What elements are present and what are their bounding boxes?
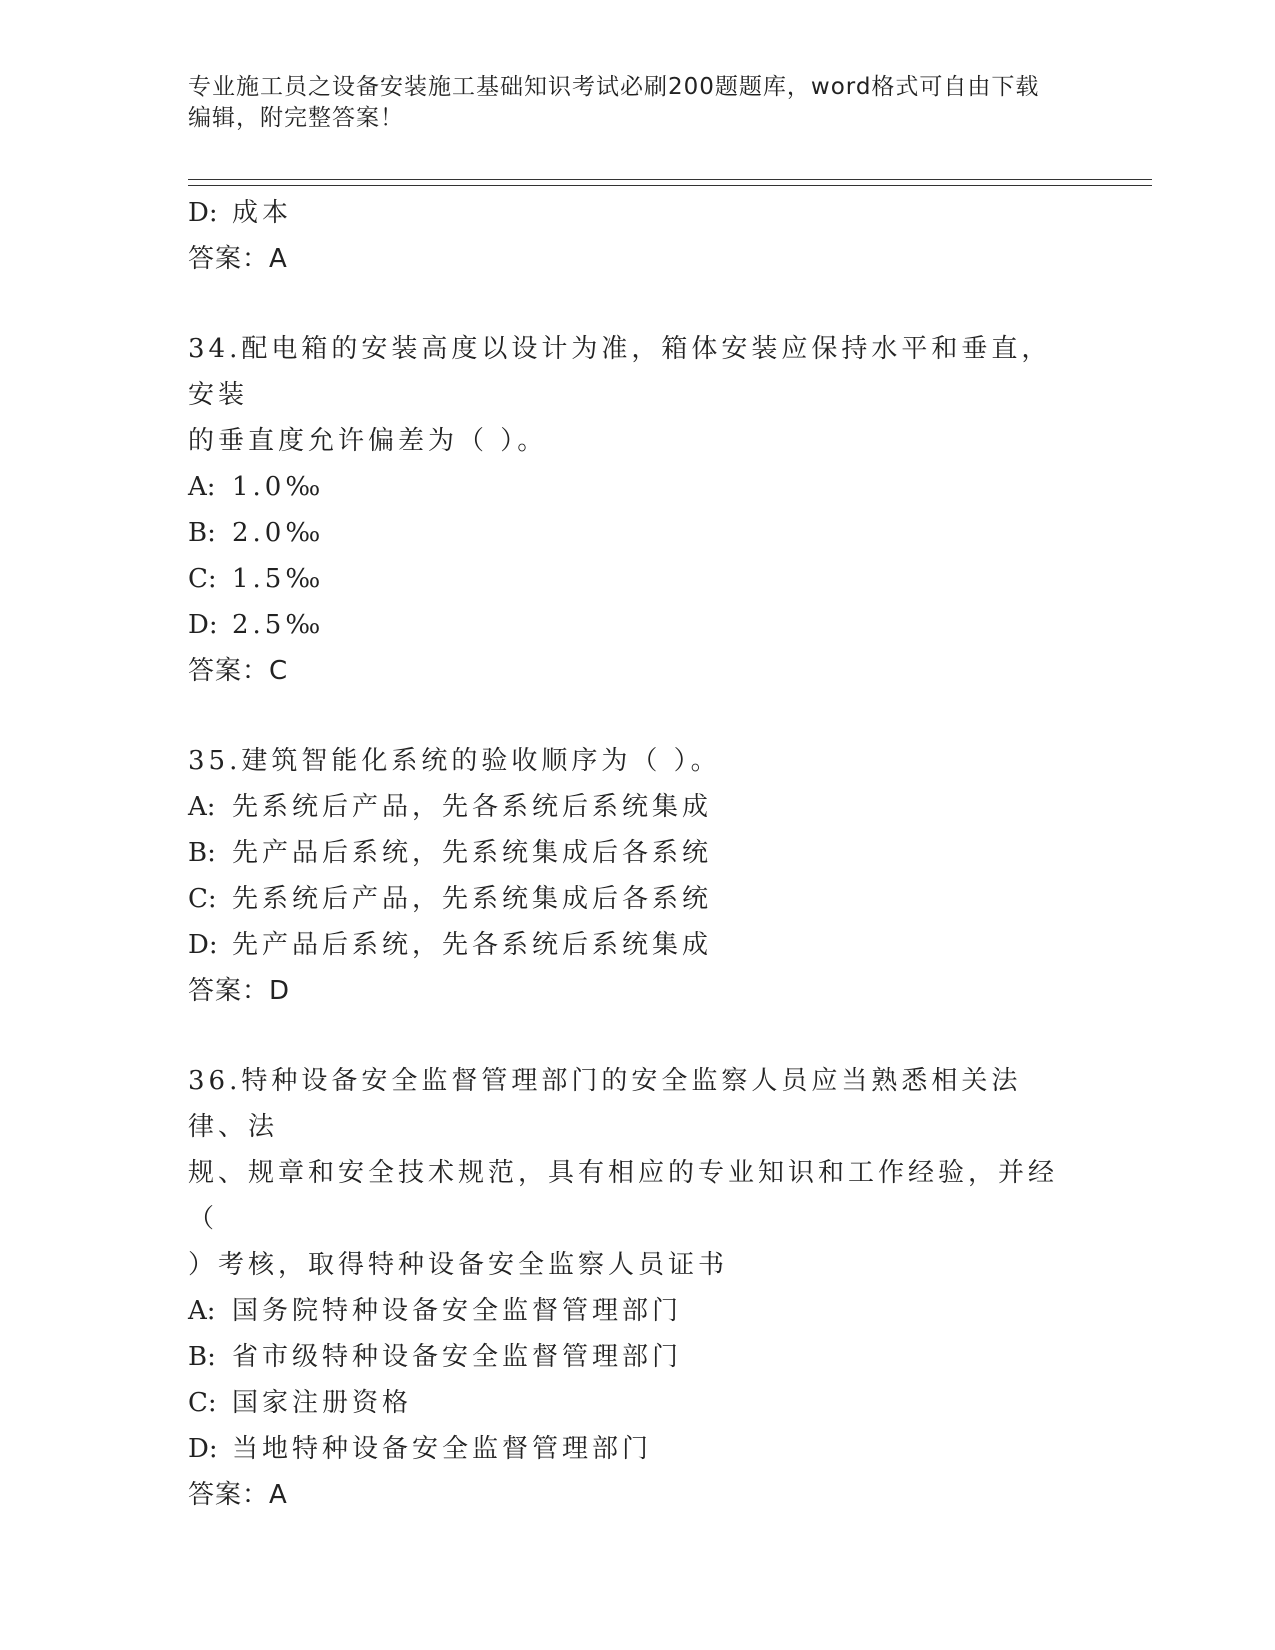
header-divider bbox=[188, 179, 1152, 186]
answer-line: 答案：C bbox=[188, 656, 289, 686]
option-letter: A: bbox=[188, 472, 216, 502]
question-36 bbox=[188, 1058, 1088, 1518]
option-letter: B: bbox=[188, 1342, 216, 1372]
document-header bbox=[188, 72, 1088, 134]
option-a bbox=[188, 464, 1088, 510]
option-text: 国务院特种设备安全监督管理部门 bbox=[232, 1296, 683, 1326]
option-c bbox=[188, 1380, 1088, 1426]
question-stem bbox=[188, 738, 1078, 784]
option-a bbox=[188, 784, 1088, 830]
option-text: 1.0‰ bbox=[232, 472, 325, 502]
question-35 bbox=[188, 738, 1088, 1014]
option-letter: A: bbox=[188, 792, 216, 822]
option-text: 1.5‰ bbox=[232, 564, 325, 594]
option-c bbox=[188, 876, 1088, 922]
option-b bbox=[188, 1334, 1088, 1380]
option-letter: D: bbox=[188, 610, 218, 640]
answer-line: 答案：A bbox=[188, 244, 288, 274]
option-text: 国家注册资格 bbox=[232, 1388, 413, 1418]
previous-question-tail bbox=[188, 190, 1088, 282]
option-letter: A: bbox=[188, 1296, 216, 1326]
document-body bbox=[188, 190, 1088, 1518]
header-line-2: 编辑，附完整答案！ bbox=[188, 105, 404, 131]
stem-line: 的垂直度允许偏差为（ ）。 bbox=[188, 426, 548, 456]
option-d bbox=[188, 922, 1088, 968]
option-d bbox=[188, 1426, 1088, 1472]
option-text: 当地特种设备安全监督管理部门 bbox=[232, 1434, 653, 1464]
option-letter: D: bbox=[188, 1434, 218, 1464]
option-b bbox=[188, 830, 1088, 876]
option-text: 先系统后产品，先各系统后系统集成 bbox=[232, 792, 713, 822]
option-text: 省市级特种设备安全监督管理部门 bbox=[232, 1342, 683, 1372]
option-letter: C: bbox=[188, 564, 217, 594]
option-text: 成本 bbox=[232, 198, 293, 228]
stem-line: 36.特种设备安全监督管理部门的安全监察人员应当熟悉相关法律、法 bbox=[188, 1066, 1022, 1142]
stem-line: 35.建筑智能化系统的验收顺序为（ ）。 bbox=[188, 746, 721, 776]
option-letter: B: bbox=[188, 838, 216, 868]
answer-line: 答案：A bbox=[188, 1480, 288, 1510]
question-34 bbox=[188, 326, 1088, 694]
option-text: 先产品后系统，先系统集成后各系统 bbox=[232, 838, 713, 868]
option-letter: C: bbox=[188, 884, 217, 914]
option-letter: D: bbox=[188, 198, 218, 228]
option-text: 2.5‰ bbox=[232, 610, 325, 640]
option-text: 先产品后系统，先各系统后系统集成 bbox=[232, 930, 713, 960]
option-letter: B: bbox=[188, 518, 216, 548]
option-d bbox=[188, 602, 1088, 648]
stem-line: ）考核，取得特种设备安全监察人员证书 bbox=[188, 1250, 729, 1280]
question-stem bbox=[188, 1058, 1078, 1288]
answer-line: 答案：D bbox=[188, 976, 291, 1006]
option-letter: C: bbox=[188, 1388, 217, 1418]
header-line-1: 专业施工员之设备安装施工基础知识考试必刷200题题库，word格式可自由下载 bbox=[188, 74, 1040, 100]
option-text: 2.0‰ bbox=[232, 518, 325, 548]
option-c bbox=[188, 556, 1088, 602]
option-a bbox=[188, 1288, 1088, 1334]
option-letter: D: bbox=[188, 930, 218, 960]
option-d bbox=[188, 190, 1088, 236]
stem-line: 34.配电箱的安装高度以设计为准，箱体安装应保持水平和垂直，安装 bbox=[188, 334, 1052, 410]
question-stem bbox=[188, 326, 1078, 464]
option-text: 先系统后产品，先系统集成后各系统 bbox=[232, 884, 713, 914]
stem-line: 规、规章和安全技术规范，具有相应的专业知识和工作经验，并经（ bbox=[188, 1158, 1059, 1234]
option-b bbox=[188, 510, 1088, 556]
